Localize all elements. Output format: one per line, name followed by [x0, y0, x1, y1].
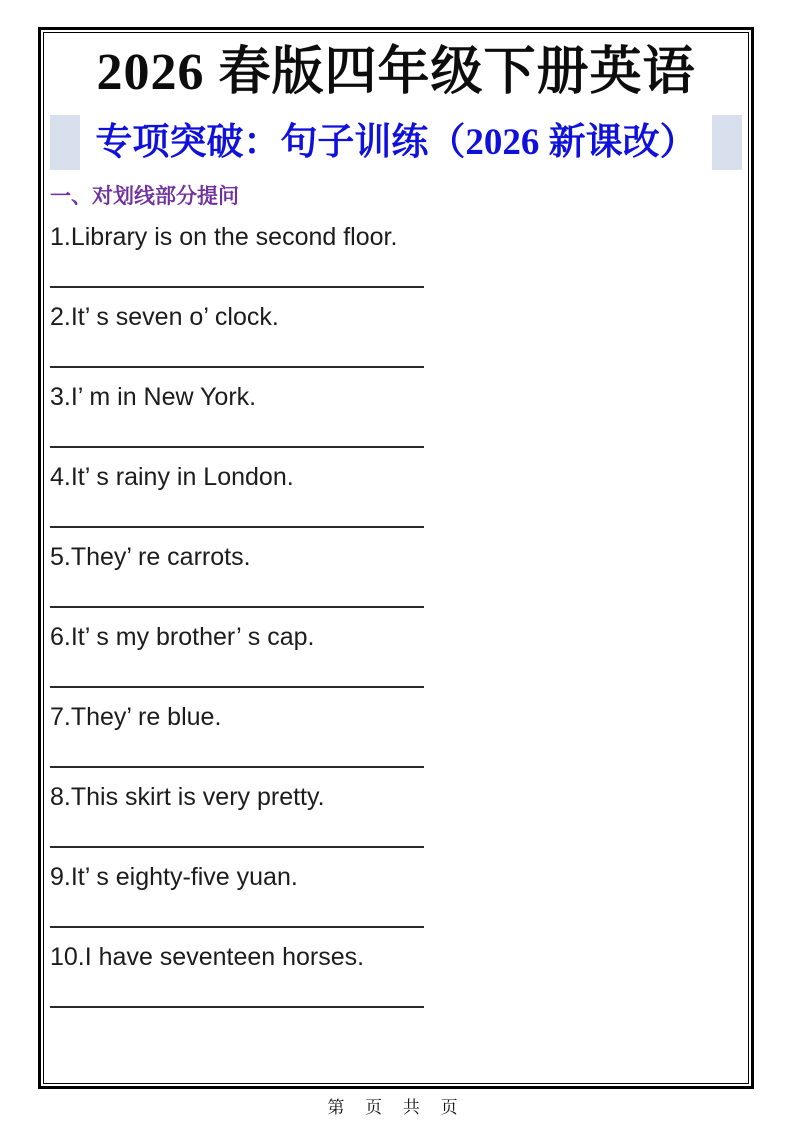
exercise-item — [50, 461, 742, 541]
answer-blank-line — [50, 526, 424, 528]
answer-blank-line — [50, 1006, 424, 1008]
exercise-list — [50, 221, 742, 1021]
exercise-item — [50, 221, 742, 301]
exercise-item — [50, 541, 742, 621]
page-footer: 第 页 共 页 — [327, 1098, 466, 1117]
subtitle-text: 专项突破：句子训练（2026 新课改） — [95, 121, 697, 163]
page-border-outer — [38, 27, 754, 1089]
sentence-text: 2.It’ s seven o’ clock. — [50, 303, 279, 331]
sentence-text: 4.It’ s rainy in London. — [50, 463, 294, 491]
page-border-inner — [43, 32, 749, 1084]
section-heading: 一、对划线部分提问 — [50, 185, 239, 208]
answer-blank-line — [50, 686, 424, 688]
exercise-item — [50, 381, 742, 461]
answer-blank-line — [50, 926, 424, 928]
sentence-text: 7.They’ re blue. — [50, 703, 222, 731]
exercise-item — [50, 701, 742, 781]
exercise-item — [50, 621, 742, 701]
answer-blank-line — [50, 446, 424, 448]
page-title: 2026 春版四年级下册英语 — [96, 44, 696, 101]
sentence-text: 6.It’ s my brother’ s cap. — [50, 623, 315, 651]
exercise-item — [50, 941, 742, 1021]
answer-blank-line — [50, 846, 424, 848]
exercise-item — [50, 301, 742, 381]
sentence-text: 5.They’ re carrots. — [50, 543, 251, 571]
exercise-item — [50, 861, 742, 941]
subtitle-banner — [50, 115, 742, 170]
sentence-text: 9.It’ s eighty-five yuan. — [50, 863, 298, 891]
answer-blank-line — [50, 366, 424, 368]
sentence-text: 10.I have seventeen horses. — [50, 943, 365, 971]
sentence-text: 1.Library is on the second floor. — [50, 223, 398, 251]
answer-blank-line — [50, 606, 424, 608]
banner-left-block — [50, 115, 80, 170]
answer-blank-line — [50, 766, 424, 768]
banner-right-block — [712, 115, 742, 170]
sentence-text: 8.This skirt is very pretty. — [50, 783, 325, 811]
answer-blank-line — [50, 286, 424, 288]
sentence-text: 3.I’ m in New York. — [50, 383, 257, 411]
exercise-item — [50, 781, 742, 861]
